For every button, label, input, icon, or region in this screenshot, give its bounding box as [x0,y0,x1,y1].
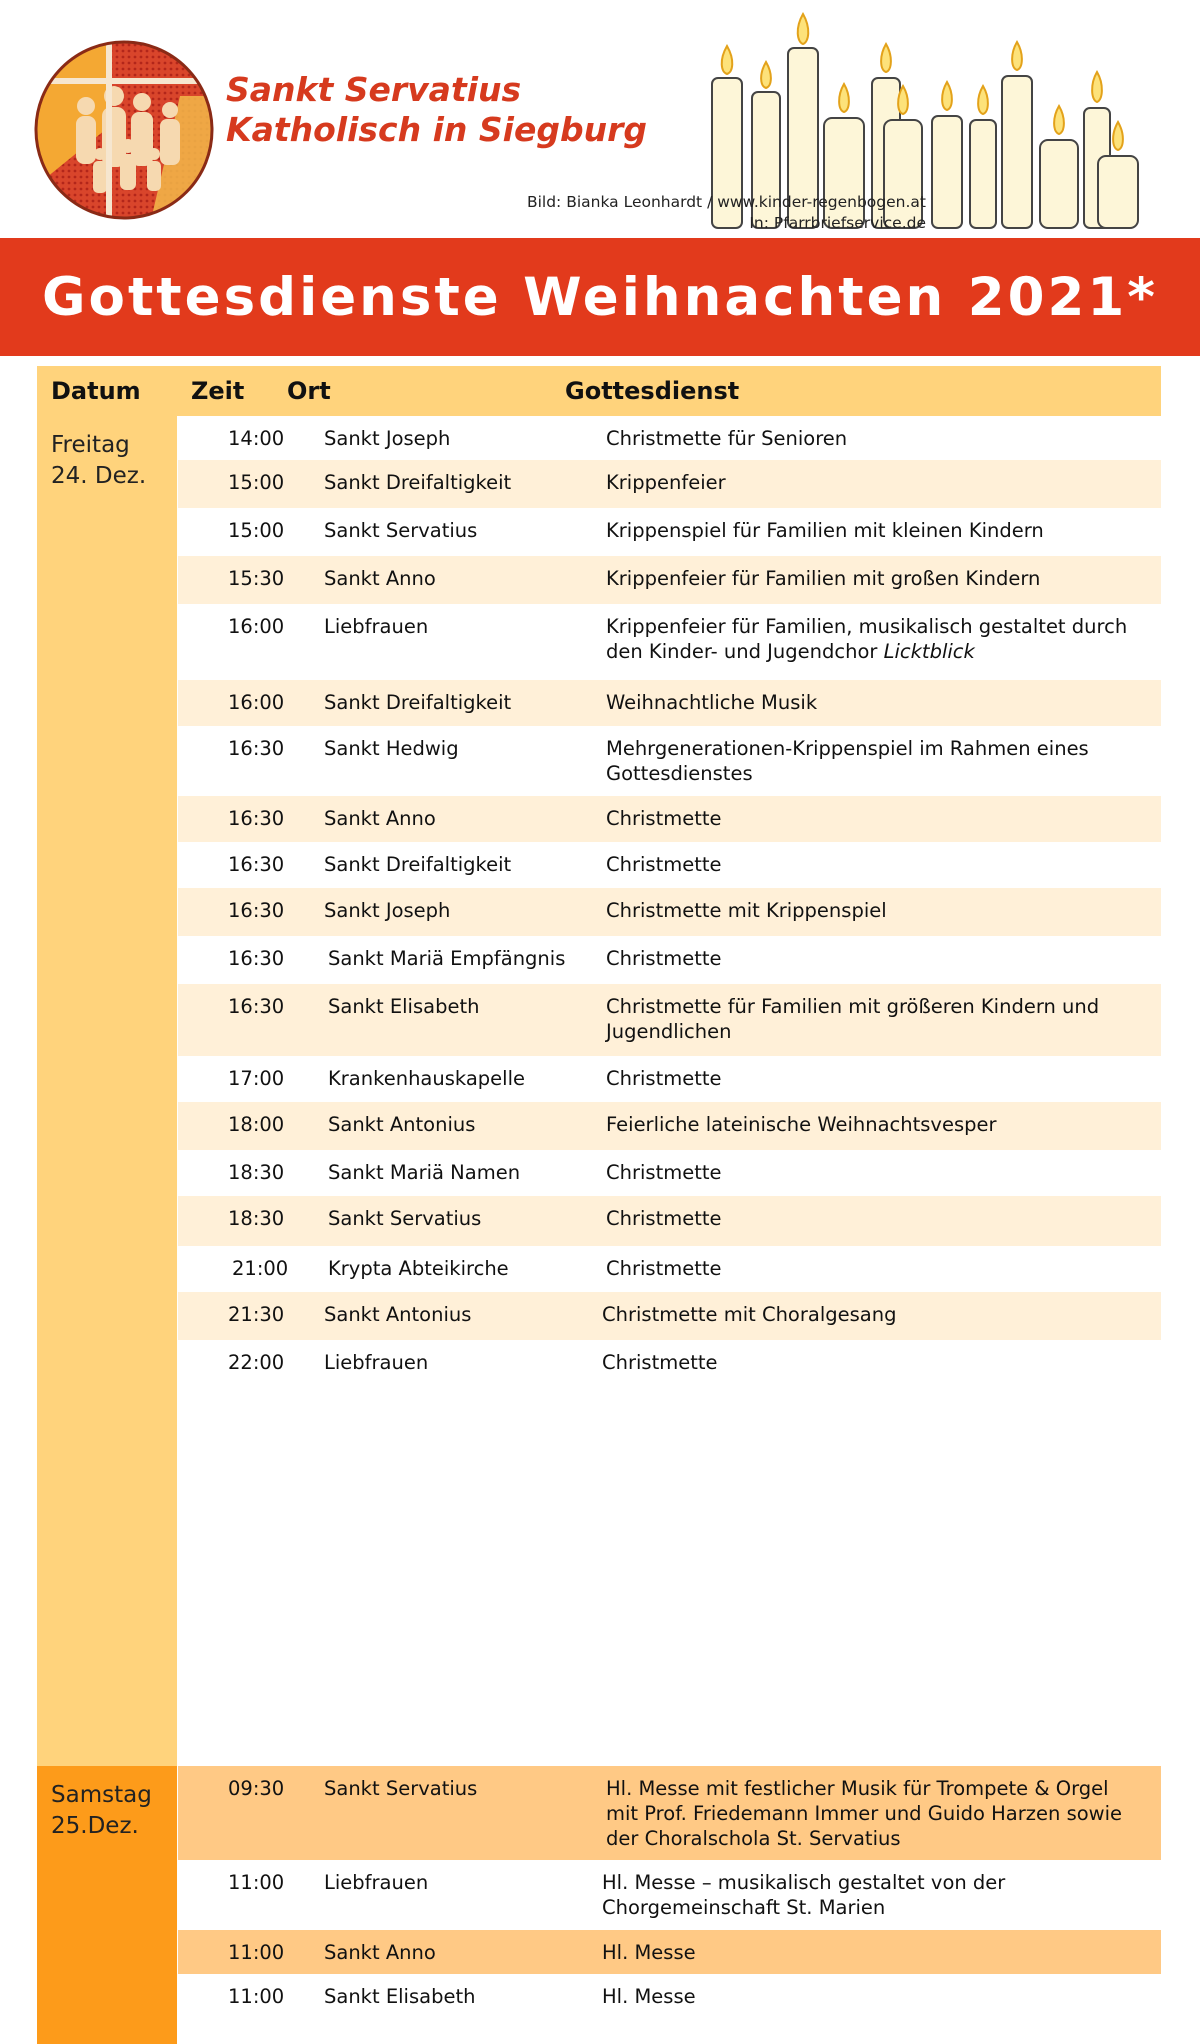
time-cell: 16:00 [228,691,285,714]
service-cell [602,1870,1142,1920]
table-row [178,508,1161,556]
time-cell: 22:00 [228,1351,285,1374]
service-cell: Feierliche lateinische Weihnachtsvesper [606,1113,997,1136]
service-cell: Christmette für Senioren [606,427,848,450]
brand-line-1: Sankt Servatius [226,70,522,109]
place-cell: Sankt Joseph [324,899,451,922]
place-cell: Sankt Elisabeth [324,1985,476,2008]
place-cell: Krypta Abteikirche [328,1257,509,1280]
time-cell: 16:30 [228,737,285,760]
place-cell: Sankt Servatius [324,1777,478,1800]
service-cell [606,1776,1146,1851]
time-cell: 21:00 [232,1257,289,1280]
time-cell: 16:30 [228,995,285,1018]
service-cell: Christmette [606,1207,722,1230]
time-cell: 11:00 [228,1941,285,1964]
service-line: Gottesdienstes [606,762,753,785]
table-row [178,1860,1161,1930]
time-cell: 16:30 [228,947,285,970]
service-line: Chorgemeinschaft St. Marien [602,1896,886,1919]
table-row [178,1340,1161,1386]
place-cell: Liebfrauen [324,1351,429,1374]
place-cell: Sankt Anno [324,567,436,590]
table-row [178,1974,1161,2018]
time-cell: 16:30 [228,807,285,830]
place-cell: Sankt Servatius [324,519,478,542]
day-cell-saturday [37,1766,177,2044]
service-cell [606,994,1146,1044]
header-service: Gottesdienst [565,377,740,405]
time-cell: 15:00 [228,471,285,494]
credit-line-1: Bild: Bianka Leonhardt / www.kinder-regenbogen.at [526,193,926,211]
place-cell: Sankt Dreifaltigkeit [324,853,512,876]
service-text: den Kinder- und Jugendchor [606,640,878,663]
service-line: Mehrgenerationen-Krippenspiel im Rahmen eines [606,737,1089,760]
time-cell: 15:30 [228,567,285,590]
place-cell: Sankt Hedwig [324,737,459,760]
service-line: Jugendlichen [606,1020,732,1043]
service-cell: Krippenfeier für Familien mit großen Kindern [606,567,1041,590]
place-cell: Sankt Anno [324,807,436,830]
day-cell-friday [37,416,177,1766]
table-row [178,416,1161,460]
time-cell: 18:30 [228,1161,285,1184]
table-row [178,460,1161,508]
time-cell: 16:30 [228,853,285,876]
header-date: Datum [51,377,141,405]
table-row [178,1766,1161,1860]
service-line: Christmette für Familien mit größeren Kindern und [606,995,1100,1018]
table-row [178,680,1161,726]
service-cell: Weihnachtliche Musik [606,691,818,714]
day-name: Freitag [51,432,130,458]
service-line: Hl. Messe – musikalisch gestaltet von der [602,1871,1006,1894]
place-cell: Liebfrauen [324,615,429,638]
time-cell: 21:30 [228,1303,285,1326]
table-row [178,604,1161,680]
service-line [606,639,1146,664]
service-cell: Hl. Messe [602,1985,696,2008]
place-cell: Sankt Antonius [324,1303,472,1326]
table-row [178,984,1161,1056]
place-cell: Sankt Servatius [328,1207,482,1230]
time-cell: 16:00 [228,615,285,638]
table-header-row [37,366,1161,416]
table-row [178,842,1161,888]
day-label [51,430,146,492]
place-cell: Sankt Dreifaltigkeit [324,691,512,714]
time-cell: 11:00 [228,1871,285,1894]
time-cell: 14:00 [228,427,285,450]
day-date: 25.Dez. [51,1813,139,1839]
brand-line-2: Katholisch in Siegburg [226,110,647,149]
service-line: mit Prof. Friedemann Immer und Guido Harzen sowie [606,1802,1123,1825]
time-cell: 17:00 [228,1067,285,1090]
place-cell: Krankenhauskapelle [328,1067,525,1090]
header-time: Zeit [191,377,245,405]
service-cell [606,614,1146,664]
table-row [178,1246,1161,1292]
service-cell: Christmette [606,1067,722,1090]
service-cell: Christmette [606,853,722,876]
service-line: der Choralschola St. Servatius [606,1827,901,1850]
service-cell: Christmette mit Krippenspiel [606,899,887,922]
header-place: Ort [287,377,331,405]
service-cell: Krippenfeier [606,471,726,494]
title-banner [0,238,1200,356]
service-cell: Hl. Messe [602,1941,696,1964]
table-row [178,556,1161,604]
table-row [178,888,1161,936]
place-cell: Sankt Elisabeth [328,995,480,1018]
table-row [178,1930,1161,1974]
time-cell: 18:00 [228,1113,285,1136]
table-row [178,1056,1161,1102]
place-cell: Sankt Mariä Namen [328,1161,521,1184]
parish-logo-icon [30,36,218,224]
table-row [178,726,1161,796]
page-header [0,0,1200,238]
place-cell: Sankt Dreifaltigkeit [324,471,512,494]
service-cell: Christmette [606,807,722,830]
credit-line-2: In: Pfarrbriefservice.de [749,214,926,232]
place-cell: Liebfrauen [324,1871,429,1894]
day-date: 24. Dez. [51,463,147,489]
image-credit [440,192,926,234]
time-cell: 18:30 [228,1207,285,1230]
brand-title [226,70,647,150]
time-cell: 11:00 [228,1985,285,2008]
service-cell: Christmette [606,1257,722,1280]
place-cell: Sankt Anno [324,1941,436,1964]
service-cell: Christmette [606,1161,722,1184]
service-line: Hl. Messe mit festlicher Musik für Trompete & Orgel [606,1777,1109,1800]
service-cell: Christmette [606,947,722,970]
service-cell: Christmette [602,1351,718,1374]
table-row [178,1292,1161,1340]
time-cell: 16:30 [228,899,285,922]
service-cell [606,736,1146,786]
day-label [51,1780,152,1842]
time-cell: 09:30 [228,1777,285,1800]
choir-name: Licktblick [883,640,975,663]
table-row [178,1150,1161,1196]
place-cell: Sankt Mariä Empfängnis [328,947,566,970]
time-cell: 15:00 [228,519,285,542]
place-cell: Sankt Antonius [328,1113,476,1136]
table-row [178,1196,1161,1246]
service-cell: Krippenspiel für Familien mit kleinen Kindern [606,519,1044,542]
service-cell: Christmette mit Choralgesang [602,1303,897,1326]
day-name: Samstag [51,1782,152,1808]
table-row [178,936,1161,984]
place-cell: Sankt Joseph [324,427,451,450]
table-row [178,796,1161,842]
service-line: Krippenfeier für Familien, musikalisch gestaltet durch [606,615,1128,638]
table-row [178,1102,1161,1150]
page-title: Gottesdienste Weihnachten 2021* [42,266,1158,328]
